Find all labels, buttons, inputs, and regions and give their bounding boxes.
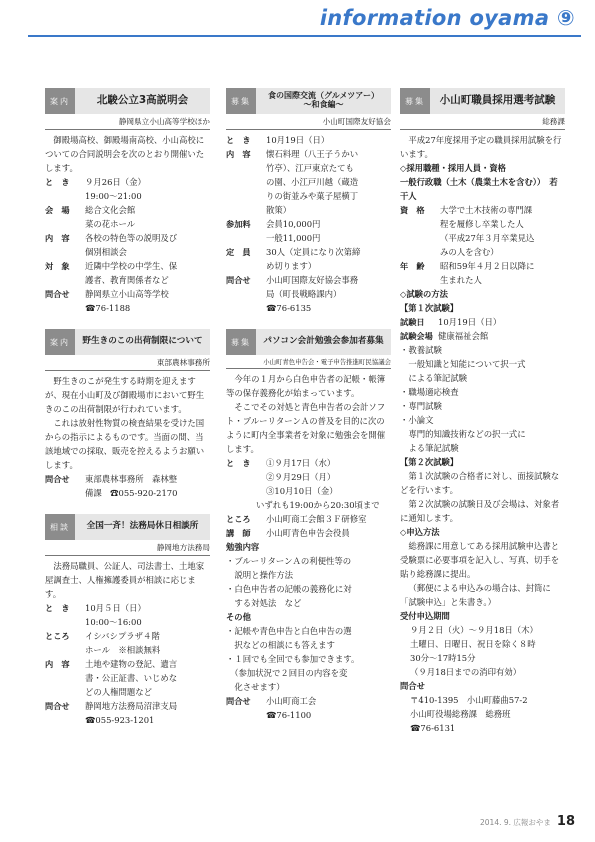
page-number: 18 [556,814,575,829]
info-value [266,133,391,147]
info-line: の園、小江戸川越（蔵造 [266,177,359,187]
text-line: 択などの相談にも答えます [226,640,335,650]
info-value [85,601,210,629]
info-row [226,217,391,245]
article-mushroom-restriction [45,329,210,500]
category-tag: 案内 [45,88,75,114]
text-line: 一般知識と知能について択一式 [400,359,526,369]
info-label: 講 師 [226,528,251,538]
info-value [85,203,210,231]
info-line: 19:00～21:00 [85,191,142,201]
info-row [400,203,565,259]
text-lines [400,693,565,735]
info-row [400,329,565,343]
info-row [45,231,210,259]
article-paragraph: 総務課に用意してある採用試験申込書と受験票に必要事項を記入し、写真、切手を貼り総務課に提出。 [400,541,560,579]
category-tag: 募集 [226,88,256,114]
info-value [85,259,210,287]
article-paragraph: これは放射性物質の検査結果を受けた国からの指示によるものです。当面の間、当該地域での採取、販売を控えるようお願いします。 [45,418,205,470]
text-line: による筆記試験 [400,373,467,383]
info-line: 静岡県立小山高等学校 [85,289,169,299]
info-line: 備課 ☎055-920-2170 [85,488,178,498]
schedule-note: いずれも19:00から20:30頃まで [256,500,380,510]
category-tag: 案内 [45,329,75,355]
column-2 [226,88,391,736]
info-row [400,259,565,287]
info-row [45,175,210,203]
article-organization: 小山町国際友好協会 [226,114,391,130]
info-label: 試験日 [400,317,425,327]
text-lines [400,623,565,679]
text-line: 小山町役場総務課 総務班 [410,709,511,719]
article-paragraph: 野生きのこが発生する時期を迎えますが、現在小山町及び御殿場市において野生きのこの出荷制限が行われています。 [45,376,205,414]
article-organization: 東部農林事務所 [45,355,210,371]
article-heading-bar [45,88,210,114]
info-rows [226,133,391,315]
text-lines [226,554,391,610]
info-value [85,657,210,699]
info-line: ②９月29日（月） [266,472,336,482]
info-value [85,472,210,500]
info-label: 問合せ [226,275,251,285]
article-gourmet-tour [226,88,391,315]
info-row [45,699,210,727]
text-line: ９月２日（火）～９月18日（木） [410,625,538,635]
info-label: 資 格 [400,205,425,215]
info-line: 菜の花ホール [85,219,136,229]
text-line: ☎76-6131 [410,723,456,733]
info-rows [45,601,210,727]
section-subheading: 受付申込期間 [400,611,450,621]
section-subheading: 勉強内容 [226,542,260,552]
info-row [45,629,210,657]
info-value [266,147,391,217]
text-line: ・記帳や青色申告と白色申告の選 [226,626,352,636]
info-line: ホール ※相談無料 [85,645,161,655]
article-heading-bar [45,514,210,540]
info-row [400,315,565,329]
article-school-briefing [45,88,210,315]
info-row [45,203,210,231]
section-subheading: ◇申込方法 [400,527,440,537]
article-title: 北駿公立3高説明会 [96,94,189,107]
text-line: ・教養試験 [400,345,442,355]
section-subheading: ◇試験の方法 [400,289,448,299]
article-organization: 静岡地方法務局 [45,540,210,556]
issue-date: 2014. 9. [480,818,512,827]
info-line: どの人権問題など [85,687,152,697]
info-line: 護者、教育関係者など [85,275,169,285]
info-value [85,287,210,315]
text-line: ・白色申告者の記帳の義務化に対 [226,584,352,594]
text-lines [226,624,391,694]
article-title: パソコン会計勉強会参加者募集 [263,336,384,347]
text-line: する対処法 など [226,598,302,608]
info-line: 昭和59年４月２日以降に [440,261,535,271]
article-paragraph: 第２次試験の試験日及び会場は、対象者に通知します。 [400,499,560,523]
info-line: ☎76-1188 [85,303,131,313]
info-line: ☎055-923-1201 [85,715,155,725]
info-label: と き [226,458,251,468]
info-value [85,699,210,727]
info-line: 近隣中学校の中学生、保 [85,261,178,271]
info-row [226,245,391,273]
info-line: 10月５日（日） [85,603,146,613]
text-line: （参加状況で２回目の内容を変 [226,668,348,678]
article-title-line: ～和食編～ [303,100,344,109]
info-line: め切ります） [266,261,317,271]
info-row [226,694,391,722]
info-value [266,456,391,498]
info-label: 問合せ [226,696,251,706]
text-line: 化させます） [226,682,285,692]
text-line: 〒410-1395 小山町藤曲57-2 [410,695,528,705]
info-line: 懐石料理（八王子うかい [266,149,359,159]
info-line: 程を履修し卒業した人 [440,219,524,229]
info-label: 対 象 [45,261,70,271]
info-line: 小山町商工会館３Ｆ研修室 [266,514,367,524]
text-line: 説明と操作方法 [226,570,293,580]
info-line: 局（町長戦略課内） [266,289,342,299]
info-rows [226,694,391,722]
info-line: 竹亭）、江戸東京たても [266,163,354,173]
info-row [226,512,391,526]
section-subheading: その他 [226,612,251,622]
info-value [266,245,391,273]
info-value [85,629,210,657]
page-header-title: information oyama ⑨ [319,6,575,30]
info-line: 会員10,000円 [266,219,321,229]
info-line: イシバシプラザ４階 [85,631,160,641]
article-paragraph: そこでその対処と青色申告者の会計ソフト・ブルーリターンＡの普及を目的に次のように町内全事業者を対象に勉強会を開催します。 [226,402,386,454]
text-line: （９月18日までの消印有効） [410,667,522,677]
info-line: 大学で土木技術の専門課 [440,205,533,215]
article-heading-bar [226,329,391,355]
info-rows [45,472,210,500]
category-tag: 募集 [226,329,256,355]
article-organization: 小山町青色申告会・電子申告推進町民協議会 [226,355,391,369]
text-line: 専門的知識技術などの択一式に [400,429,526,439]
info-row [226,526,391,540]
info-row [45,472,210,500]
info-value: 10月19日（日） [438,317,502,327]
article-title [256,88,391,114]
info-value [85,231,210,259]
info-line: 静岡地方法務局沼津支局 [85,701,178,711]
text-line: ・小論文 [400,415,434,425]
article-pc-accounting [226,329,391,722]
info-line: 一般11,000円 [266,233,321,243]
text-line: 土曜日、日曜日、祝日を除く８時 [410,639,536,649]
info-label: と き [45,603,70,613]
column-3 [400,88,565,749]
text-line: ・１回でも全回でも参加できます。 [226,654,360,664]
article-title: 全国一斉！法務局休日相談所 [86,521,199,532]
info-value [440,203,565,259]
info-line: ☎76-6135 [266,303,312,313]
article-title: 小山町職員採用選考試験 [439,94,556,107]
info-rows [400,203,565,287]
info-line: 小山町商工会 [266,696,317,706]
info-line: ①９月17日（水） [266,458,336,468]
info-line: 土地や建物の登記、遺言 [85,659,178,669]
info-line: 生まれた人 [440,275,482,285]
section-subheading: 問合せ [400,681,425,691]
article-organization: 静岡県立小山高等学校ほか [45,114,210,130]
text-line: 30分～17時15分 [410,653,476,663]
text-line: よる筆記試験 [400,443,459,453]
info-line: 10月19日（日） [266,135,330,145]
info-line: 散策） [266,205,292,215]
info-rows [45,175,210,315]
info-line: 10:00～16:00 [85,617,142,627]
info-line: 個別相談会 [85,247,127,257]
category-tag: 相談 [45,514,75,540]
article-heading-bar [226,88,391,114]
article-title-line: 食の国際交流（グルメツアー） [267,91,380,101]
info-label: 試験会場 [400,331,433,341]
article-intro: 法務局職員、公証人、司法書士、土地家屋調査士、人権擁護委員が相談に応じます。 [45,561,205,599]
column-1 [45,88,210,741]
info-label: と き [226,135,251,145]
info-label: ところ [226,514,251,524]
info-value [266,217,391,245]
info-line: 各校の特色等の説明及び [85,233,178,243]
text-lines [400,343,565,455]
info-row [45,601,210,629]
info-line: （平成27年３月卒業見込 [440,233,535,243]
publication-name: 広報おやま [513,818,551,827]
info-rows [226,512,391,540]
info-line: 書・公正証書、いじめな [85,673,178,683]
info-label: と き [45,177,70,187]
info-line: 小山町青色申告会役員 [266,528,350,538]
info-line: ☎76-1100 [266,710,312,720]
info-label: 会 場 [45,205,70,215]
info-value [85,175,210,203]
category-tag: 募集 [400,88,430,114]
info-label: 内 容 [45,659,70,669]
info-line: 小山町国際友好協会事務 [266,275,359,285]
info-label: 内 容 [45,233,70,243]
article-intro: 平成27年度採用予定の職員採用試験を行います。 [400,135,562,159]
article-organization: 総務課 [400,114,565,130]
article-paragraph: （郵便による申込みの場合は、封筒に「試験申込」と朱書き。） [400,583,551,607]
info-value [266,694,391,722]
info-value [266,512,391,526]
article-paragraph: 今年の１月から白色申告者の記帳・帳簿等の保存義務化が始まっています。 [226,374,386,398]
info-label: 問合せ [45,289,70,299]
info-row [226,133,391,147]
section-subheading: 一般行政職（土木（農業土木を含む）） 若干人 [400,177,558,201]
header-rule [28,35,581,37]
info-label: 定 員 [226,247,251,257]
section-subheading: ◇採用職種・採用人員・資格 [400,163,506,173]
info-line: ９月26日（金） [85,177,146,187]
info-label: 問合せ [45,701,70,711]
info-value [266,273,391,315]
info-label: 問合せ [45,474,70,484]
info-line: 30人（定員になり次第締 [266,247,361,257]
section-subheading: 【第１次試験】 [400,303,459,313]
article-intro: 御殿場高校、御殿場南高校、小山高校についての合同説明会を次のとおり開催いたします。 [45,135,205,173]
text-line: ・専門試験 [400,401,442,411]
info-row [226,456,391,498]
page-footer [480,814,575,829]
info-line: 東部農林事務所 森林整 [85,474,178,484]
text-line: ・職場適応検査 [400,387,459,397]
text-line: ・ブルーリターンＡの利便性等の [226,556,352,566]
info-row [45,287,210,315]
article-paragraph: 第１次試験の合格者に対し、面接試験などを行います。 [400,471,560,495]
info-label: 参加料 [226,219,251,229]
info-value [440,259,565,287]
info-label: 内 容 [226,149,251,159]
info-row [45,259,210,287]
article-legal-consultation [45,514,210,727]
info-line: 総合文化会館 [85,205,136,215]
info-line: ③10月10日（金） [266,486,338,496]
section-subheading: 【第２次試験】 [400,457,459,467]
info-label: 年 齢 [400,261,425,271]
article-title: 野生きのこの出荷制限について [82,336,203,347]
info-label: ところ [45,631,70,641]
article-heading-bar [400,88,565,114]
info-line: りの街並みや菓子屋横丁 [266,191,359,201]
info-row [226,273,391,315]
info-value [266,526,391,540]
info-row [45,657,210,699]
info-value: 健康福祉会館 [438,331,489,341]
info-row [226,147,391,217]
article-heading-bar [45,329,210,355]
info-line: みの人を含む） [440,247,499,257]
article-staff-recruitment [400,88,565,735]
